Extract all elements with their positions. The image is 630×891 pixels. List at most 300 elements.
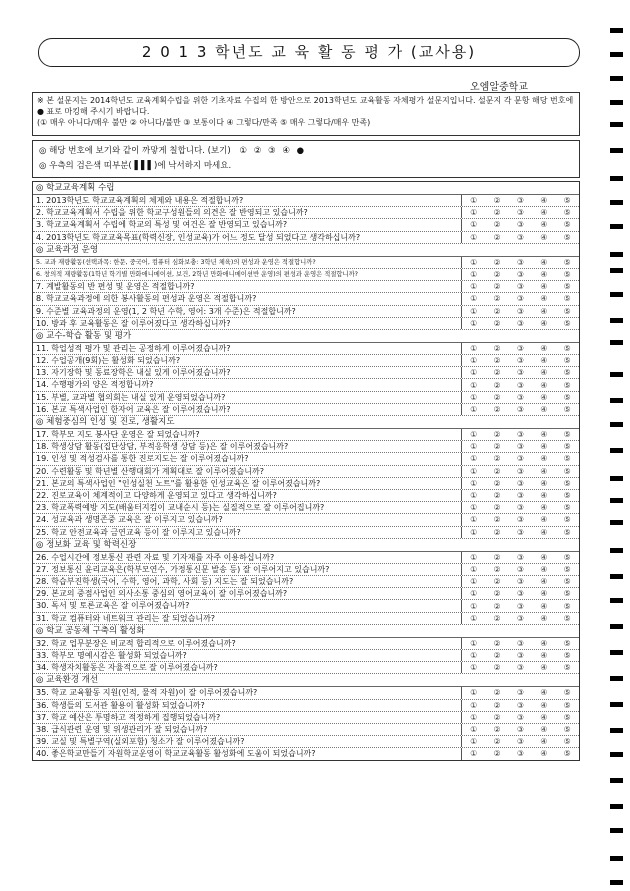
answer-bubble-4[interactable]: ④ xyxy=(540,564,548,574)
answer-bubble-1[interactable]: ① xyxy=(470,208,478,218)
answer-options xyxy=(462,712,579,723)
answer-bubble-2[interactable]: ② xyxy=(493,478,501,488)
answer-bubble-5[interactable]: ⑤ xyxy=(563,663,571,673)
answer-bubble-5[interactable]: ⑤ xyxy=(563,564,571,574)
question-row xyxy=(33,564,579,576)
answer-bubble-2[interactable]: ② xyxy=(493,613,501,623)
answer-bubble-3[interactable]: ③ xyxy=(516,306,525,316)
answer-bubble-4[interactable]: ④ xyxy=(540,318,548,328)
answer-bubble-3[interactable]: ③ xyxy=(516,392,525,402)
question-row xyxy=(33,306,579,318)
answer-bubble-2[interactable]: ② xyxy=(493,343,501,353)
question-row xyxy=(33,662,579,674)
answer-bubble-1[interactable]: ① xyxy=(470,294,478,304)
answer-bubble-2[interactable]: ② xyxy=(493,688,501,698)
answer-bubble-2[interactable]: ② xyxy=(493,651,501,661)
answer-bubble-3[interactable]: ③ xyxy=(516,318,525,328)
answer-bubble-1[interactable]: ① xyxy=(470,613,478,623)
answer-options xyxy=(462,638,579,649)
answer-bubble-5[interactable]: ⑤ xyxy=(563,257,571,267)
answer-bubble-5[interactable]: ⑤ xyxy=(563,589,571,599)
answer-bubble-5[interactable]: ⑤ xyxy=(563,318,571,328)
answer-bubble-4[interactable]: ④ xyxy=(540,306,548,316)
answer-bubble-5[interactable]: ⑤ xyxy=(563,270,571,280)
answer-bubble-5[interactable]: ⑤ xyxy=(563,577,571,587)
answer-bubble-2[interactable]: ② xyxy=(493,638,501,648)
question-text: 9. 수준별 교육과정의 운영(1, 2 학년 수학, 영어: 3개 수준)은 적절합니까? xyxy=(33,306,462,317)
answer-bubble-1[interactable]: ① xyxy=(470,404,478,414)
answer-bubble-4[interactable]: ④ xyxy=(540,638,548,648)
answer-bubble-4[interactable]: ④ xyxy=(540,577,548,587)
answer-bubble-2[interactable]: ② xyxy=(493,318,501,328)
answer-bubble-3[interactable]: ③ xyxy=(516,404,525,414)
answer-bubble-4[interactable]: ④ xyxy=(540,527,548,537)
answer-bubble-5[interactable]: ⑤ xyxy=(563,232,571,242)
question-row xyxy=(33,490,579,502)
question-text: 7. 계발활동의 반 편성 및 운영은 적절합니까? xyxy=(33,281,462,292)
question-text: 14. 수행평가의 양은 적정합니까? xyxy=(33,379,462,390)
timing-mark xyxy=(610,268,623,273)
answer-bubble-1[interactable]: ① xyxy=(470,749,478,759)
section-title: ◎ 체험중심의 인성 및 진로, 생활지도 xyxy=(33,416,579,429)
answer-bubble-4[interactable]: ④ xyxy=(540,442,548,452)
answer-bubble-2[interactable]: ② xyxy=(493,527,501,537)
answer-bubble-3[interactable]: ③ xyxy=(516,356,525,366)
question-row xyxy=(33,281,579,293)
answer-bubble-2[interactable]: ② xyxy=(493,454,501,464)
answer-bubble-2[interactable]: ② xyxy=(493,368,501,378)
question-row xyxy=(33,478,579,490)
answer-bubble-2[interactable]: ② xyxy=(493,601,501,611)
answer-bubble-4[interactable]: ④ xyxy=(540,282,548,292)
question-row xyxy=(33,638,579,650)
answer-bubble-5[interactable]: ⑤ xyxy=(563,220,571,230)
answer-bubble-3[interactable]: ③ xyxy=(516,380,525,390)
answer-bubble-4[interactable]: ④ xyxy=(540,368,548,378)
answer-bubble-5[interactable]: ⑤ xyxy=(563,700,571,710)
answer-bubble-2[interactable]: ② xyxy=(493,220,501,230)
answer-options xyxy=(462,281,579,292)
answer-bubble-2[interactable]: ② xyxy=(493,737,501,747)
survey-table xyxy=(32,181,580,761)
answer-bubble-1[interactable]: ① xyxy=(470,503,478,513)
answer-bubble-2[interactable]: ② xyxy=(493,270,501,280)
answer-bubble-4[interactable]: ④ xyxy=(540,220,548,230)
timing-mark xyxy=(610,476,623,481)
question-row xyxy=(33,293,579,305)
answer-options xyxy=(462,318,579,329)
answer-bubble-1[interactable]: ① xyxy=(470,700,478,710)
answer-bubble-3[interactable]: ③ xyxy=(516,232,525,242)
timing-mark xyxy=(610,372,623,377)
answer-bubble-5[interactable]: ⑤ xyxy=(563,430,571,440)
answer-bubble-4[interactable]: ④ xyxy=(540,700,548,710)
answer-bubble-5[interactable]: ⑤ xyxy=(563,749,571,759)
answer-bubble-1[interactable]: ① xyxy=(470,515,478,525)
question-row xyxy=(33,429,579,441)
answer-bubble-5[interactable]: ⑤ xyxy=(563,725,571,735)
answer-bubble-2[interactable]: ② xyxy=(493,282,501,292)
question-text: 37. 학교 예산은 투명하고 적정하게 집행되었습니까? xyxy=(33,712,462,723)
answer-bubble-1[interactable]: ① xyxy=(470,527,478,537)
answer-bubble-3[interactable]: ③ xyxy=(516,368,525,378)
question-row xyxy=(33,379,579,391)
answer-bubble-3[interactable]: ③ xyxy=(516,478,525,488)
answer-bubble-5[interactable]: ⑤ xyxy=(563,651,571,661)
answer-bubble-3[interactable]: ③ xyxy=(516,270,525,280)
answer-bubble-2[interactable]: ② xyxy=(493,306,501,316)
answer-bubble-2[interactable]: ② xyxy=(493,491,501,501)
question-text: 19. 인성 및 적성검사를 통한 진로지도는 잘 이루어졌습니까? xyxy=(33,453,462,464)
question-text: 27. 정보통신 윤리교육은(학부모연수, 가정통신문 발송 등) 잘 이루어지고 있습니까? xyxy=(33,564,462,575)
answer-bubble-1[interactable]: ① xyxy=(470,282,478,292)
answer-bubble-2[interactable]: ② xyxy=(493,466,501,476)
answer-bubble-5[interactable]: ⑤ xyxy=(563,613,571,623)
answer-bubble-3[interactable]: ③ xyxy=(516,503,525,513)
answer-bubble-2[interactable]: ② xyxy=(493,208,501,218)
answer-bubble-4[interactable]: ④ xyxy=(540,380,548,390)
answer-bubble-1[interactable]: ① xyxy=(470,601,478,611)
answer-bubble-4[interactable]: ④ xyxy=(540,232,548,242)
answer-options xyxy=(462,502,579,513)
answer-bubble-5[interactable]: ⑤ xyxy=(563,196,571,206)
answer-bubble-1[interactable]: ① xyxy=(470,552,478,562)
answer-bubble-2[interactable]: ② xyxy=(493,392,501,402)
question-text: 22. 진로교육이 체계적이고 다양하게 운영되고 있다고 생각하십니까? xyxy=(33,490,462,501)
answer-bubble-4[interactable]: ④ xyxy=(540,601,548,611)
answer-bubble-2[interactable]: ② xyxy=(493,712,501,722)
question-row xyxy=(33,441,579,453)
answer-bubble-2[interactable]: ② xyxy=(493,700,501,710)
answer-bubble-5[interactable]: ⑤ xyxy=(563,282,571,292)
question-row xyxy=(33,736,579,748)
answer-bubble-2[interactable]: ② xyxy=(493,356,501,366)
question-text: 24. 성교육과 생명존중 교육은 잘 이루지고 있습니까? xyxy=(33,514,462,525)
answer-bubble-2[interactable]: ② xyxy=(493,404,501,414)
answer-bubble-5[interactable]: ⑤ xyxy=(563,638,571,648)
answer-bubble-4[interactable]: ④ xyxy=(540,651,548,661)
answer-bubble-1[interactable]: ① xyxy=(470,454,478,464)
answer-options xyxy=(462,736,579,747)
question-text: 6. 창의적 재량활동(1학년 학기별 만화애니메이션, 보건, 2학년 만화애니메이션반 운영)의 편성과 운영은 적절합니까? xyxy=(33,269,462,280)
timing-mark xyxy=(610,880,623,885)
answer-bubble-1[interactable]: ① xyxy=(470,651,478,661)
answer-bubble-5[interactable]: ⑤ xyxy=(563,515,571,525)
answer-options xyxy=(462,207,579,218)
answer-bubble-3[interactable]: ③ xyxy=(516,257,525,267)
timing-mark xyxy=(610,148,623,153)
answer-bubble-5[interactable]: ⑤ xyxy=(563,442,571,452)
answer-bubble-4[interactable]: ④ xyxy=(540,613,548,623)
answer-bubble-3[interactable]: ③ xyxy=(516,430,525,440)
question-row xyxy=(33,650,579,662)
question-text: 32. 학교 업무분장은 비교적 합리적으로 이루어졌습니까? xyxy=(33,638,462,649)
answer-bubble-1[interactable]: ① xyxy=(470,577,478,587)
answer-options xyxy=(462,195,579,206)
timing-mark xyxy=(610,122,623,127)
answer-bubble-2[interactable]: ② xyxy=(493,663,501,673)
answer-bubble-3[interactable]: ③ xyxy=(516,343,525,353)
timing-mark xyxy=(610,702,623,707)
answer-bubble-3[interactable]: ③ xyxy=(516,700,525,710)
answer-bubble-5[interactable]: ⑤ xyxy=(563,478,571,488)
answer-bubble-4[interactable]: ④ xyxy=(540,196,548,206)
answer-options xyxy=(462,306,579,317)
answer-bubble-3[interactable]: ③ xyxy=(516,589,525,599)
answer-bubble-3[interactable]: ③ xyxy=(516,688,525,698)
answer-bubble-2[interactable]: ② xyxy=(493,552,501,562)
answer-bubble-3[interactable]: ③ xyxy=(516,564,525,574)
answer-bubble-4[interactable]: ④ xyxy=(540,589,548,599)
question-text: 36. 학생들의 도서관 활용이 활성화 되었습니까? xyxy=(33,700,462,711)
answer-bubble-3[interactable]: ③ xyxy=(516,749,525,759)
answer-bubble-1[interactable]: ① xyxy=(470,343,478,353)
answer-bubble-5[interactable]: ⑤ xyxy=(563,601,571,611)
instructions-text: ※ 본 설문지는 2014학년도 교육계획수립을 위한 기초자료 수집의 한 방안으로 2013학년도 교육활동 자체평가 설문지입니다. 설문지 각 문항 해당 번호에 ● 표로 마킹해 주시기 바랍니다. xyxy=(37,96,574,116)
answer-bubble-3[interactable]: ③ xyxy=(516,552,525,562)
answer-bubble-2[interactable]: ② xyxy=(493,232,501,242)
answer-bubble-4[interactable]: ④ xyxy=(540,663,548,673)
question-row xyxy=(33,687,579,699)
timing-mark xyxy=(610,650,623,655)
answer-options xyxy=(462,257,579,268)
answer-bubble-3[interactable]: ③ xyxy=(516,466,525,476)
answer-bubble-1[interactable]: ① xyxy=(470,663,478,673)
answer-bubble-4[interactable]: ④ xyxy=(540,712,548,722)
timing-mark xyxy=(610,498,623,503)
answer-bubble-5[interactable]: ⑤ xyxy=(563,208,571,218)
answer-options xyxy=(462,343,579,354)
answer-options xyxy=(462,453,579,464)
answer-bubble-1[interactable]: ① xyxy=(470,466,478,476)
question-text: 12. 수업공개(9회)는 활성화 되었습니까? xyxy=(33,355,462,366)
answer-options xyxy=(462,232,579,243)
answer-bubble-5[interactable]: ⑤ xyxy=(563,491,571,501)
question-text: 23. 학교폭력예방 지도(배움터지킴이 교내순시 등)는 실질적으로 잘 이루어집니까? xyxy=(33,502,462,513)
timing-mark xyxy=(610,340,623,345)
answer-bubble-4[interactable]: ④ xyxy=(540,725,548,735)
answer-bubble-3[interactable]: ③ xyxy=(516,515,525,525)
question-row xyxy=(33,318,579,330)
answer-bubble-1[interactable]: ① xyxy=(470,306,478,316)
answer-bubble-5[interactable]: ⑤ xyxy=(563,454,571,464)
answer-bubble-4[interactable]: ④ xyxy=(540,270,548,280)
answer-bubble-5[interactable]: ⑤ xyxy=(563,404,571,414)
answer-options xyxy=(462,478,579,489)
answer-bubble-3[interactable]: ③ xyxy=(516,712,525,722)
answer-bubble-1[interactable]: ① xyxy=(470,270,478,280)
answer-bubble-2[interactable]: ② xyxy=(493,564,501,574)
answer-bubble-2[interactable]: ② xyxy=(493,577,501,587)
answer-bubble-4[interactable]: ④ xyxy=(540,454,548,464)
answer-bubble-5[interactable]: ⑤ xyxy=(563,737,571,747)
answer-bubble-1[interactable]: ① xyxy=(470,564,478,574)
answer-bubble-1[interactable]: ① xyxy=(470,368,478,378)
answer-bubble-1[interactable]: ① xyxy=(470,220,478,230)
question-text: 40. 좋은학교만들기 자원학교운영이 학교교육활동 활성화에 도움이 되었습니까? xyxy=(33,748,462,759)
answer-bubble-1[interactable]: ① xyxy=(470,589,478,599)
answer-bubble-3[interactable]: ③ xyxy=(516,196,525,206)
question-row xyxy=(33,552,579,564)
answer-bubble-1[interactable]: ① xyxy=(470,380,478,390)
question-text: 18. 학생상담 활동(집단상담, 부적응학생 상담 등)은 잘 이루어졌습니까? xyxy=(33,441,462,452)
question-text: 4. 2013학년도 학교교육목표(학력신장, 인성교육)가 어느 정도 달성 되었다고 생각하십니까? xyxy=(33,232,462,243)
answer-bubble-1[interactable]: ① xyxy=(470,688,478,698)
timing-mark xyxy=(610,52,623,57)
answer-bubble-3[interactable]: ③ xyxy=(516,737,525,747)
answer-bubble-1[interactable]: ① xyxy=(470,318,478,328)
answer-options xyxy=(462,392,579,403)
answer-bubble-4[interactable]: ④ xyxy=(540,208,548,218)
timing-mark xyxy=(610,100,623,105)
answer-bubble-3[interactable]: ③ xyxy=(516,577,525,587)
answer-bubble-5[interactable]: ⑤ xyxy=(563,527,571,537)
answer-bubble-4[interactable]: ④ xyxy=(540,404,548,414)
answer-bubble-1[interactable]: ① xyxy=(470,356,478,366)
answer-bubble-4[interactable]: ④ xyxy=(540,343,548,353)
answer-bubble-3[interactable]: ③ xyxy=(516,208,525,218)
question-row xyxy=(33,232,579,244)
question-text: 13. 자기장학 및 동료장학은 내실 있게 이루어졌습니까? xyxy=(33,367,462,378)
timing-mark xyxy=(610,728,623,733)
answer-bubble-2[interactable]: ② xyxy=(493,430,501,440)
answer-bubble-3[interactable]: ③ xyxy=(516,651,525,661)
answer-bubble-2[interactable]: ② xyxy=(493,442,501,452)
question-text: 35. 학교 교육활동 지원(인적, 물적 자원)이 잘 이루어졌습니까? xyxy=(33,687,462,698)
section-title: ◎ 학교 공동체 구축의 활성화 xyxy=(33,625,579,638)
timing-mark xyxy=(610,448,623,453)
answer-options xyxy=(462,441,579,452)
answer-bubble-5[interactable]: ⑤ xyxy=(563,306,571,316)
question-text: 2. 학교교육계획서 수립을 위한 학교구성원들의 의견은 잘 반영되고 있습니까? xyxy=(33,207,462,218)
answer-bubble-4[interactable]: ④ xyxy=(540,392,548,402)
answer-bubble-4[interactable]: ④ xyxy=(540,552,548,562)
answer-bubble-3[interactable]: ③ xyxy=(516,725,525,735)
answer-bubble-3[interactable]: ③ xyxy=(516,294,525,304)
answer-options xyxy=(462,269,579,280)
answer-bubble-3[interactable]: ③ xyxy=(516,282,525,292)
question-text: 16. 본교 특색사업인 한자어 교육은 잘 이루어졌습니까? xyxy=(33,404,462,415)
answer-bubble-5[interactable]: ⑤ xyxy=(563,503,571,513)
answer-bubble-1[interactable]: ① xyxy=(470,430,478,440)
answer-bubble-1[interactable]: ① xyxy=(470,232,478,242)
answer-bubble-5[interactable]: ⑤ xyxy=(563,688,571,698)
answer-bubble-3[interactable]: ③ xyxy=(516,613,525,623)
answer-options xyxy=(462,650,579,661)
answer-bubble-3[interactable]: ③ xyxy=(516,220,525,230)
answer-bubble-1[interactable]: ① xyxy=(470,257,478,267)
answer-bubble-5[interactable]: ⑤ xyxy=(563,380,571,390)
answer-bubble-5[interactable]: ⑤ xyxy=(563,356,571,366)
answer-bubble-2[interactable]: ② xyxy=(493,725,501,735)
answer-bubble-5[interactable]: ⑤ xyxy=(563,392,571,402)
answer-bubble-3[interactable]: ③ xyxy=(516,454,525,464)
answer-bubble-1[interactable]: ① xyxy=(470,196,478,206)
answer-bubble-4[interactable]: ④ xyxy=(540,737,548,747)
answer-bubble-5[interactable]: ⑤ xyxy=(563,466,571,476)
answer-bubble-4[interactable]: ④ xyxy=(540,491,548,501)
answer-bubble-2[interactable]: ② xyxy=(493,515,501,525)
school-name: 오엠알중학교 xyxy=(470,82,528,93)
answer-bubble-3[interactable]: ③ xyxy=(516,663,525,673)
answer-bubble-4[interactable]: ④ xyxy=(540,515,548,525)
answer-bubble-5[interactable]: ⑤ xyxy=(563,712,571,722)
question-text: 17. 학부모 지도 봉사단 운영은 잘 되었습니까? xyxy=(33,429,462,440)
answer-bubble-5[interactable]: ⑤ xyxy=(563,552,571,562)
answer-bubble-3[interactable]: ③ xyxy=(516,527,525,537)
answer-bubble-2[interactable]: ② xyxy=(493,503,501,513)
answer-bubble-4[interactable]: ④ xyxy=(540,688,548,698)
question-text: 15. 부별, 교과별 협의회는 내실 있게 운영되었습니까? xyxy=(33,392,462,403)
question-row xyxy=(33,748,579,759)
answer-bubble-4[interactable]: ④ xyxy=(540,749,548,759)
answer-bubble-3[interactable]: ③ xyxy=(516,491,525,501)
answer-bubble-1[interactable]: ① xyxy=(470,638,478,648)
answer-bubble-1[interactable]: ① xyxy=(470,725,478,735)
timing-mark xyxy=(610,252,623,257)
answer-bubble-3[interactable]: ③ xyxy=(516,442,525,452)
marking-guide-line1: ◎ 해당 번호에 보기와 같이 까맣게 칠합니다. (보기) xyxy=(39,146,231,156)
answer-bubble-3[interactable]: ③ xyxy=(516,601,525,611)
question-text: 10. 방과 후 교육활동은 잘 이루어졌다고 생각하십니까? xyxy=(33,318,462,329)
answer-options xyxy=(462,662,579,673)
question-row xyxy=(33,576,579,588)
answer-bubble-1[interactable]: ① xyxy=(470,478,478,488)
marking-example: ① ② ③ ④ ● xyxy=(239,146,307,156)
answer-bubble-1[interactable]: ① xyxy=(470,442,478,452)
answer-bubble-1[interactable]: ① xyxy=(470,737,478,747)
question-text: 25. 학교 안전교육과 금연교육 등이 잘 이루지고 있습니까? xyxy=(33,527,462,538)
answer-bubble-2[interactable]: ② xyxy=(493,380,501,390)
answer-bubble-2[interactable]: ② xyxy=(493,257,501,267)
answer-options xyxy=(462,379,579,390)
answer-bubble-1[interactable]: ① xyxy=(470,712,478,722)
answer-bubble-2[interactable]: ② xyxy=(493,749,501,759)
answer-options xyxy=(462,724,579,735)
timing-mark xyxy=(610,828,623,833)
answer-bubble-1[interactable]: ① xyxy=(470,392,478,402)
answer-bubble-5[interactable]: ⑤ xyxy=(563,368,571,378)
answer-bubble-4[interactable]: ④ xyxy=(540,257,548,267)
question-text: 11. 학업성적 평가 및 관리는 공정하게 이루어졌습니까? xyxy=(33,343,462,354)
answer-bubble-4[interactable]: ④ xyxy=(540,466,548,476)
question-row xyxy=(33,712,579,724)
question-row xyxy=(33,207,579,219)
timing-mark xyxy=(610,224,623,229)
answer-bubble-4[interactable]: ④ xyxy=(540,503,548,513)
answer-bubble-5[interactable]: ⑤ xyxy=(563,294,571,304)
answer-bubble-1[interactable]: ① xyxy=(470,491,478,501)
answer-options xyxy=(462,588,579,599)
answer-bubble-4[interactable]: ④ xyxy=(540,478,548,488)
answer-bubble-4[interactable]: ④ xyxy=(540,356,548,366)
answer-bubble-2[interactable]: ② xyxy=(493,196,501,206)
question-text: 20. 수련활동 및 학년별 산행대회가 계획대로 잘 이루어졌습니까? xyxy=(33,466,462,477)
question-row xyxy=(33,367,579,379)
answer-bubble-3[interactable]: ③ xyxy=(516,638,525,648)
question-row xyxy=(33,343,579,355)
answer-bubble-4[interactable]: ④ xyxy=(540,430,548,440)
answer-bubble-4[interactable]: ④ xyxy=(540,294,548,304)
answer-bubble-2[interactable]: ② xyxy=(493,589,501,599)
answer-bubble-5[interactable]: ⑤ xyxy=(563,343,571,353)
timing-mark xyxy=(610,856,623,861)
timing-mark xyxy=(610,548,623,553)
answer-options xyxy=(462,700,579,711)
question-row xyxy=(33,588,579,600)
answer-bubble-2[interactable]: ② xyxy=(493,294,501,304)
answer-options xyxy=(462,687,579,698)
